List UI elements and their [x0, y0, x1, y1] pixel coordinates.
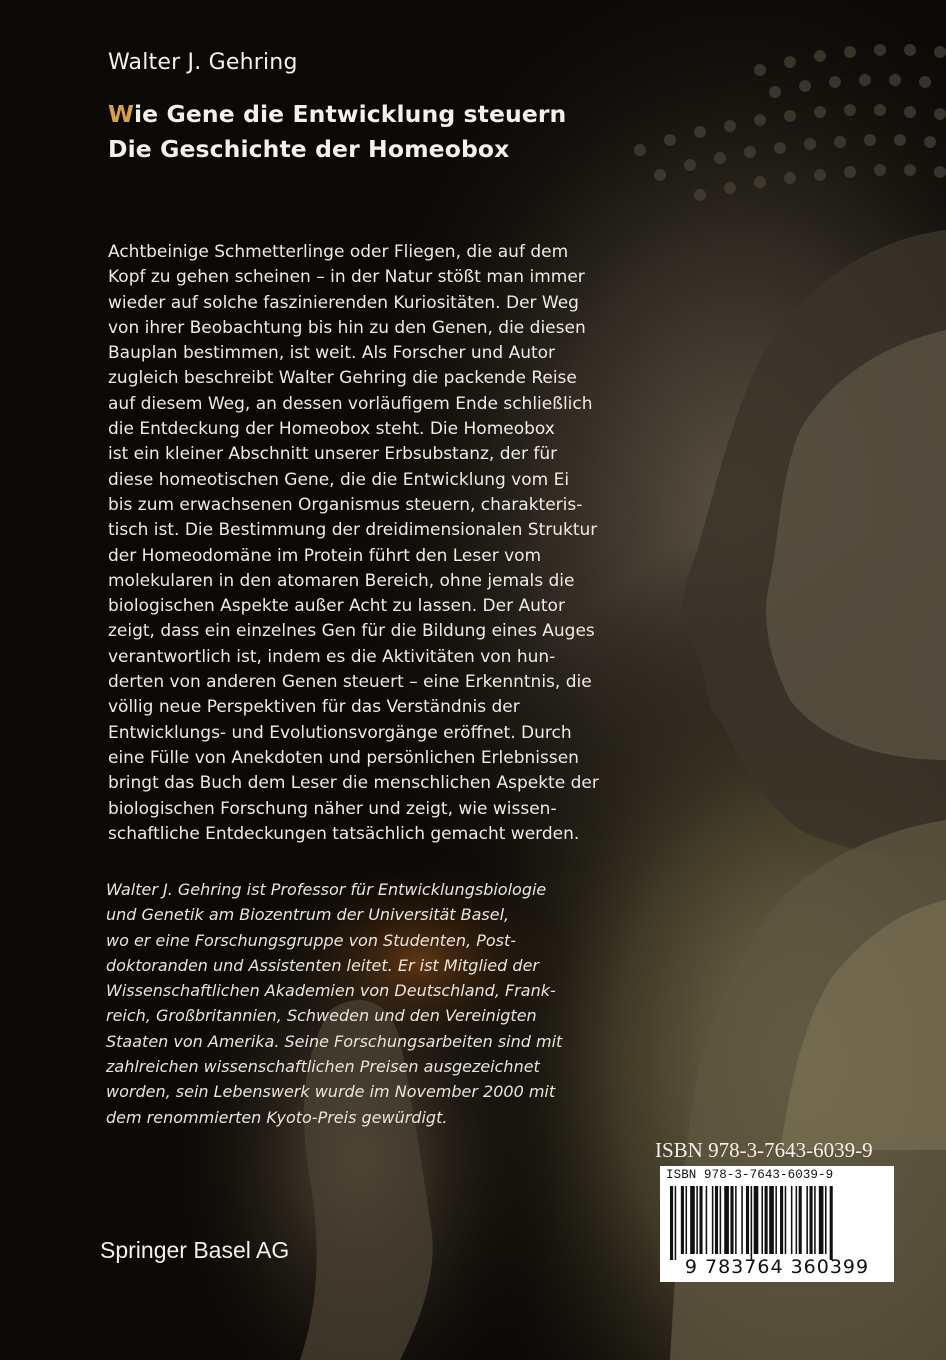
barcode-bar [690, 1186, 695, 1254]
bio-line: reich, Großbritannien, Schweden und den Vereinigten [106, 1006, 537, 1026]
barcode-bar [706, 1186, 708, 1254]
title-line-2: Die Geschichte der Homeobox [108, 135, 510, 163]
barcode-bar [780, 1186, 783, 1254]
description-line: völlig neue Perspektiven für das Verständnis der [108, 697, 520, 718]
barcode-bar [741, 1186, 743, 1254]
description-line: auf diesem Weg, an dessen vorläufigem Ende schließlich [108, 393, 593, 414]
title-accent-letter: W [108, 100, 135, 128]
barcode-bar [806, 1186, 808, 1254]
barcode-bar [686, 1186, 688, 1254]
barcode-bar [765, 1186, 768, 1254]
barcode-bar [720, 1186, 722, 1254]
barcode-bar [751, 1186, 753, 1260]
description-line: biologischen Forschung näher und zeigt, wie wissen- [108, 798, 557, 819]
barcode-bar [699, 1186, 702, 1254]
barcode-bar [730, 1186, 733, 1254]
barcode-bar [761, 1186, 763, 1254]
bio-line: und Genetik am Biozentrum der Universität Basel, [106, 905, 510, 925]
description-line: Kopf zu gehen scheinen – in der Natur stößt man immer [108, 267, 585, 288]
barcode-bar [799, 1186, 802, 1254]
barcode-bar [724, 1186, 729, 1254]
barcode-bar [810, 1186, 813, 1254]
isbn-label: ISBN 978-3-7643-6039-9 [655, 1138, 873, 1162]
barcode-bar [754, 1186, 759, 1254]
description-line: bis zum erwachsenen Organismus steuern, charakteris- [108, 494, 583, 515]
barcode-bar [791, 1186, 793, 1254]
description-line: tisch ist. Die Bestimmung der dreidimensionalen Struktur [108, 520, 598, 541]
bio-line: Walter J. Gehring ist Professor für Entwicklungsbiologie [106, 880, 547, 899]
barcode-bar [814, 1186, 816, 1254]
bio-line: Wissenschaftlichen Akademien von Deutschland, Frank- [106, 981, 556, 1001]
bio-line: worden, sein Lebenswerk wurde im November 2000 mit [106, 1082, 556, 1102]
barcode-bar [775, 1186, 777, 1254]
description-line: die Entdeckung der Homeobox steht. Die Homeobox [108, 419, 555, 440]
barcode-bar [769, 1186, 774, 1254]
description-line: zugleich beschreibt Walter Gehring die packende Reise [108, 368, 577, 389]
bio-line: dem renommierten Kyoto-Preis gewürdigt. [106, 1107, 448, 1127]
description-line: derten von anderen Genen steuert – eine Erkenntnis, die [108, 672, 592, 693]
barcode-bar [746, 1186, 749, 1254]
title-line-1 [108, 97, 566, 132]
description-line: Achtbeinige Schmetterlinge oder Fliegen, die auf dem [108, 242, 569, 262]
description-line: Entwicklungs- und Evolutionsvorgänge eröffnet. Durch [108, 722, 572, 743]
description-line: von ihrer Beobachtung bis hin zu den Genen, die diesen [108, 317, 586, 338]
book-description [108, 240, 608, 847]
description-line: der Homeodomäne im Protein führt den Leser vom [108, 545, 542, 566]
author-bio [106, 877, 606, 1130]
barcode-isbn-label: ISBN 978-3-7643-6039-9 [666, 1168, 834, 1182]
barcode-bars [666, 1186, 888, 1260]
bio-line: doktoranden und Assistenten leitet. Er ist Mitglied der [106, 955, 539, 975]
barcode-bar [715, 1186, 718, 1254]
barcode-bar [675, 1186, 677, 1260]
barcode-bar [735, 1186, 737, 1254]
barcode-bar [785, 1186, 787, 1254]
description-line: zeigt, dass ein einzelnes Gen für die Bildung eines Auges [108, 621, 595, 642]
description-line: verantwortlich ist, indem es die Aktivitäten von hun- [108, 646, 556, 667]
description-line: molekularen in den atomaren Bereich, ohne jemals die [108, 570, 575, 591]
bio-line: zahlreichen wissenschaftlichen Preisen ausgezeichnet [106, 1057, 540, 1077]
barcode-bar [825, 1186, 827, 1254]
barcode-bar [830, 1186, 833, 1260]
barcode-bar [796, 1186, 798, 1254]
description-line: bringt das Buch dem Leser die menschlichen Aspekte der [108, 773, 599, 794]
publisher-name: Springer Basel AG [100, 1237, 290, 1263]
description-line: Bauplan bestimmen, ist weit. Als Forscher und Autor [108, 343, 556, 364]
bio-line: wo er eine Forschungsgruppe von Studenten, Post- [106, 930, 517, 950]
barcode-bar [712, 1186, 714, 1254]
description-line: ist ein kleiner Abschnitt unserer Erbsubstanz, der für [108, 444, 558, 465]
barcode-bar [670, 1186, 673, 1260]
barcode-bar [696, 1186, 698, 1254]
book-title [108, 97, 566, 167]
barcode [660, 1166, 894, 1282]
description-line: wieder auf solche faszinierenden Kuriositäten. Der Weg [108, 292, 579, 313]
barcode-digits: 9 783764 360399 [684, 1256, 870, 1278]
title-line-1-text: ie Gene die Entwicklung steuern [134, 100, 567, 128]
description-line: diese homeotischen Gene, die die Entwicklung vom Ei [108, 469, 570, 490]
description-line: biologischen Aspekte außer Acht zu lassen. Der Autor [108, 596, 565, 617]
barcode-bar [681, 1186, 684, 1254]
description-line: schaftliche Entdeckungen tatsächlich gemacht werden. [108, 823, 580, 844]
description-line: eine Fülle von Anekdoten und persönlichen Erlebnissen [108, 747, 579, 768]
author-name: Walter J. Gehring [108, 50, 298, 75]
bio-line: Staaten von Amerika. Seine Forschungsarbeiten sind mit [106, 1031, 563, 1051]
barcode-bar [819, 1186, 824, 1254]
